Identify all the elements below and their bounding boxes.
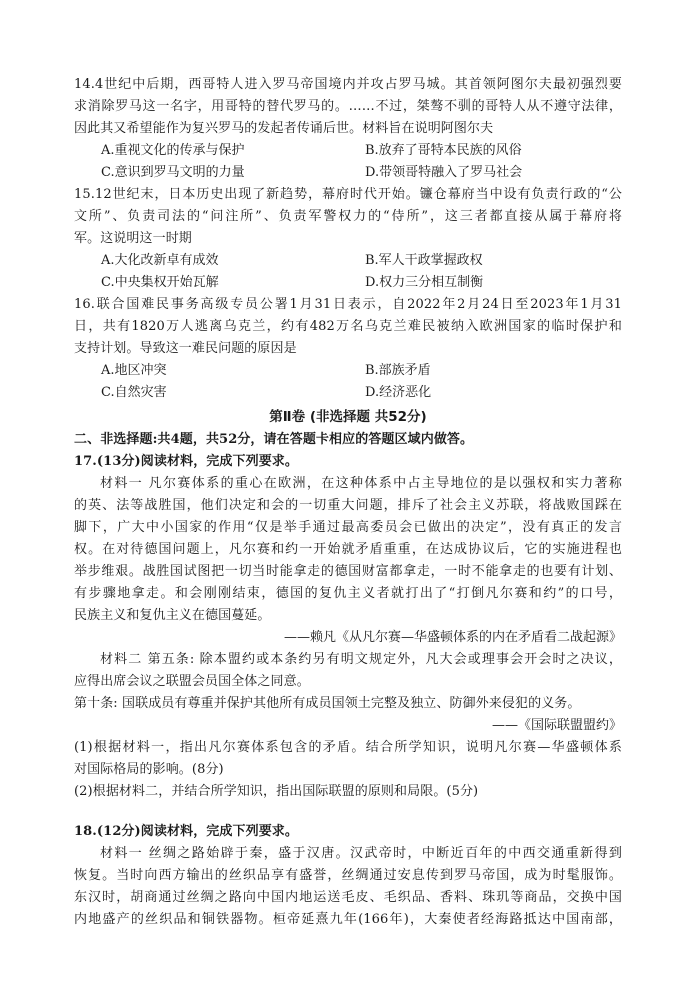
material-text-line: 恢复。当时向西方输出的丝织品享有盛誉，丝绸通过安息传到罗马帝国，成为时髦服饰。 bbox=[74, 868, 622, 883]
material-text-line: 权。在对待德国问题上，凡尔赛和约一开始就矛盾重重，在达成协议后，它的实施进程也 bbox=[74, 542, 622, 557]
option-b: B.军人干政掌握政权 bbox=[365, 253, 483, 268]
option-d: D.经济恶化 bbox=[365, 385, 432, 400]
options-row bbox=[74, 272, 622, 294]
material-text-line: 有步骤地拿走。和会刚刚结束，德国的复仇主义者就打出了“打倒凡尔赛和约”的口号， bbox=[74, 586, 622, 601]
material-text-line: 第十条: 国联成员有尊重并保护其他所有成员国领土完整及独立、防御外来侵犯的义务。 bbox=[74, 696, 581, 711]
question-16 bbox=[74, 294, 622, 404]
spacer bbox=[74, 803, 622, 821]
options-row bbox=[74, 140, 622, 162]
material-source: ——《国际联盟盟约》 bbox=[491, 718, 622, 733]
section-title: 第Ⅱ卷 (非选择题 共52分) bbox=[269, 409, 427, 425]
question-14 bbox=[74, 74, 622, 184]
question-text-line: 文所”、负责司法的“问注所”、负责军警权力的“侍所”，这三者都直接从属于幕府将 bbox=[74, 209, 622, 224]
section-intro: 二、非选择题:共4题，共52分，请在答题卡相应的答题区域内做答。 bbox=[74, 432, 474, 447]
question-17 bbox=[74, 451, 622, 803]
option-b: B.放弃了哥特本民族的风俗 bbox=[365, 143, 522, 158]
sub-question-line: (2)根据材料二，并结合所学知识，指出国际联盟的原则和局限。(5分) bbox=[74, 784, 479, 799]
material-text-line: 材料一 凡尔赛体系的重心在欧洲，在这种体系中占主导地位的是以强权和实力著称 bbox=[100, 476, 622, 491]
question-text-line: 支持计划。导致这一难民问题的原因是 bbox=[74, 341, 297, 356]
material-text-line: 的英、法等战胜国，他们决定和会的一切重大问题，排斥了社会主义苏联，将战败国踩在 bbox=[74, 498, 622, 513]
page-content bbox=[74, 74, 622, 931]
options-row bbox=[74, 360, 622, 382]
question-text-line: 14.4世纪中后期，西哥特人进入罗马帝国境内并攻占罗马城。其首领阿图尔夫最初强烈要 bbox=[74, 77, 622, 92]
material-text-line: 应得出席会议之联盟会员国全体之同意。 bbox=[74, 674, 310, 689]
question-text-line: 15.12世纪末，日本历史出现了新趋势，幕府时代开始。镰仓幕府当中设有负责行政的“公 bbox=[74, 187, 622, 202]
question-text-line: 军。这说明这一时期 bbox=[74, 231, 192, 246]
question-heading: 17.(13分)阅读材料，完成下列要求。 bbox=[74, 454, 299, 469]
material-text-line: 材料二 第五条: 除本盟约或本条约另有明文规定外，凡大会或理事会开会时之决议， bbox=[100, 652, 622, 667]
question-18 bbox=[74, 821, 622, 931]
question-15 bbox=[74, 184, 622, 294]
material-text-line: 民族主义和复仇主义在德国蔓延。 bbox=[74, 608, 271, 623]
option-d: D.带领哥特融入了罗马社会 bbox=[365, 165, 523, 180]
options-row bbox=[74, 250, 622, 272]
option-b: B.部族矛盾 bbox=[365, 363, 431, 378]
material-text-line: 材料一 丝绸之路始辟于秦，盛于汉唐。汉武帝时，中断近百年的中西交通重新得到 bbox=[100, 846, 622, 861]
question-text-line: 因此其又希望能作为复兴罗马的发起者传诵后世。材料旨在说明阿图尔夫 bbox=[74, 121, 494, 136]
option-c: C.意识到罗马文明的力量 bbox=[101, 165, 245, 180]
question-text-line: 16.联合国难民事务高级专员公署1月31日表示，自2022年2月24日至2023年1月31 bbox=[74, 297, 622, 312]
sub-question-line: 对国际格局的影响。(8分) bbox=[74, 762, 224, 777]
option-d: D.权力三分相互制衡 bbox=[365, 275, 484, 290]
question-heading: 18.(12分)阅读材料，完成下列要求。 bbox=[74, 824, 299, 839]
material-text-line: 脚下，广大中小国家的作用“仅是举手通过最高委员会已做出的决定”，没有真正的发言 bbox=[74, 520, 622, 535]
sub-question-line: (1)根据材料一，指出凡尔赛体系包含的矛盾。结合所学知识，说明凡尔赛—华盛顿体系 bbox=[74, 740, 622, 755]
option-c: C.中央集权开始瓦解 bbox=[101, 275, 219, 290]
material-text-line: 东汉时，胡商通过丝绸之路向中国内地运送毛皮、毛织品、香料、珠玑等商品，交换中国 bbox=[74, 890, 622, 905]
material-text-line: 内地盛产的丝织品和铜铁器物。桓帝延熹九年(166年)，大秦使者经海路抵达中国南部， bbox=[74, 912, 622, 927]
options-row bbox=[74, 162, 622, 184]
question-text-line: 日，共有1820万人逃离乌克兰，约有482万名乌克兰难民被纳入欧洲国家的临时保护和 bbox=[74, 319, 622, 334]
options-row bbox=[74, 382, 622, 404]
option-c: C.自然灾害 bbox=[101, 385, 167, 400]
option-a: A.重视文化的传承与保护 bbox=[101, 143, 245, 158]
question-text-line: 求消除罗马这一名字，用哥特的替代罗马的。……不过，桀骜不驯的哥特人从不遵守法律， bbox=[74, 99, 622, 114]
option-a: A.大化改新卓有成效 bbox=[101, 253, 219, 268]
material-text-line: 举步维艰。战胜国试图把一切当时能拿走的德国财富都拿走，一时不能拿走的也要有计划、 bbox=[74, 564, 622, 579]
material-source: ——赖凡《从凡尔赛—华盛顿体系的内在矛盾看二战起源》 bbox=[283, 630, 622, 645]
option-a: A.地区冲突 bbox=[101, 363, 167, 378]
